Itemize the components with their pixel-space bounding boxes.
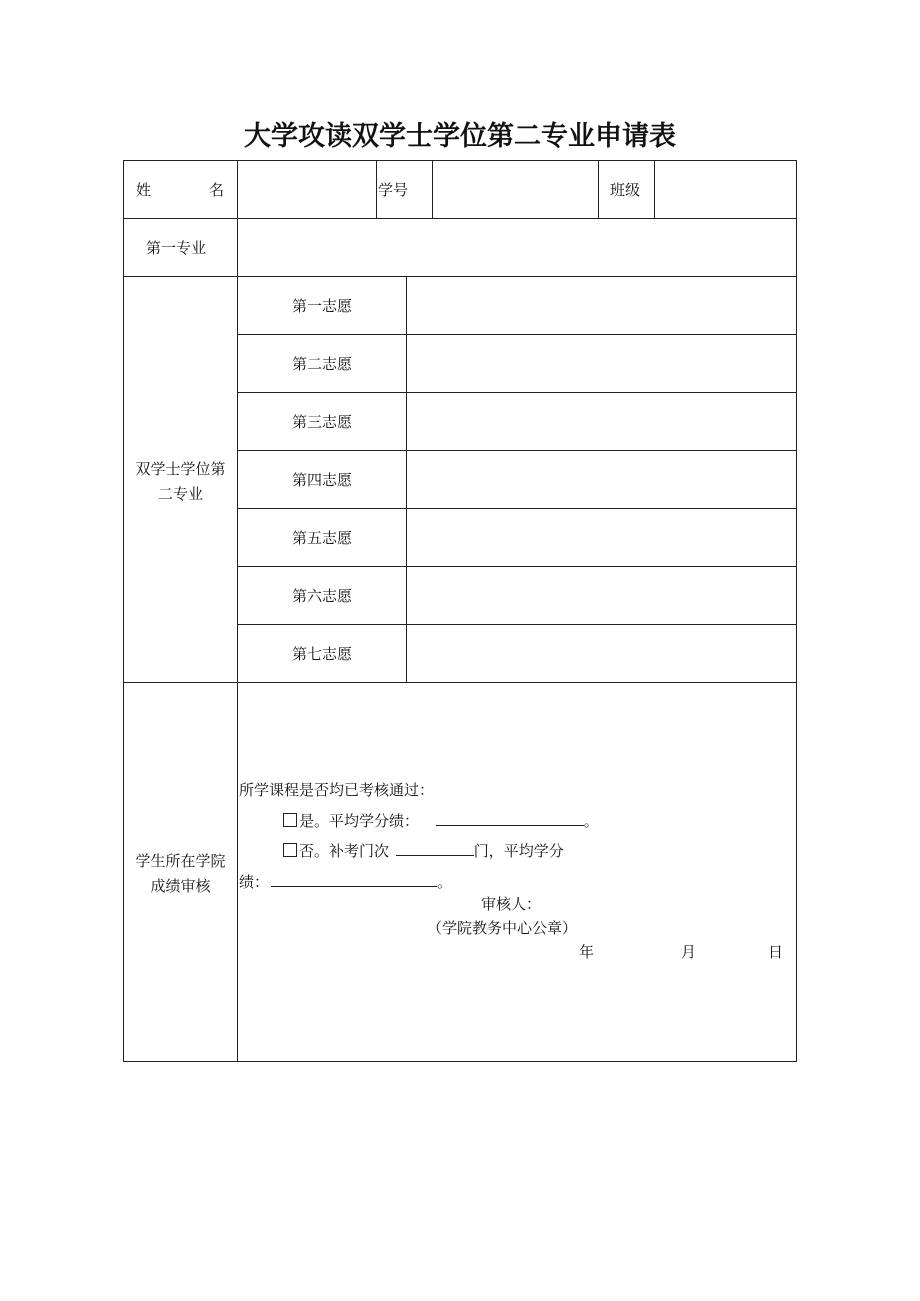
no-cont: 绩： bbox=[239, 873, 270, 891]
choice-label-4: 第四志愿 bbox=[291, 471, 352, 489]
date-month-label: 月 bbox=[681, 943, 697, 961]
choice-label-5: 第五志愿 bbox=[291, 529, 352, 547]
choice-field-3[interactable] bbox=[407, 393, 796, 450]
first-major-label: 第一专业 bbox=[146, 239, 207, 257]
date-day-label: 日 bbox=[768, 943, 784, 961]
column-divider bbox=[598, 161, 599, 218]
no-text: 否。补考门次 bbox=[299, 842, 390, 860]
form-title: 大学攻读双学士学位第二专业申请表 bbox=[244, 121, 676, 152]
review-label bbox=[124, 849, 237, 899]
class-label: 班级 bbox=[610, 181, 641, 199]
first-major-field[interactable] bbox=[238, 219, 796, 276]
option-no-row bbox=[283, 841, 564, 861]
second-major-group-label-line2: 二专业 bbox=[157, 485, 203, 503]
name-label-char2: 名 bbox=[209, 181, 225, 199]
choice-label-6: 第六志愿 bbox=[291, 587, 352, 605]
application-form-table bbox=[123, 160, 797, 1062]
seal-label: （学院教务中心公章） bbox=[427, 919, 578, 937]
yes-end: 。 bbox=[583, 812, 599, 830]
second-major-group-label bbox=[124, 457, 237, 507]
student-id-field[interactable] bbox=[433, 161, 598, 218]
date-year-label: 年 bbox=[579, 943, 595, 961]
choice-field-6[interactable] bbox=[407, 567, 796, 624]
average-gpa-blank[interactable] bbox=[436, 811, 584, 826]
choice-field-7[interactable] bbox=[407, 625, 796, 682]
choice-label-1: 第一志愿 bbox=[291, 297, 352, 315]
name-label-char1: 姓 bbox=[136, 181, 152, 199]
no-end: 。 bbox=[437, 873, 453, 891]
review-label-line1: 学生所在学院 bbox=[135, 852, 226, 870]
no-mid: 门，平均学分 bbox=[473, 842, 564, 860]
yes-text: 是。平均学分绩： bbox=[299, 812, 420, 830]
student-id-label: 学号 bbox=[378, 181, 409, 199]
review-question: 所学课程是否均已考核通过： bbox=[239, 781, 435, 799]
makeup-count-blank[interactable] bbox=[396, 841, 474, 856]
row-divider bbox=[124, 682, 796, 683]
choice-field-1[interactable] bbox=[407, 277, 796, 334]
option-no-cont-row bbox=[239, 872, 452, 892]
second-major-group-label-line1: 双学士学位第 bbox=[135, 460, 226, 478]
makeup-gpa-blank[interactable] bbox=[271, 872, 437, 887]
no-checkbox[interactable] bbox=[283, 843, 297, 857]
choice-field-5[interactable] bbox=[407, 509, 796, 566]
column-divider bbox=[376, 161, 377, 218]
option-yes-row bbox=[283, 811, 599, 831]
choice-label-3: 第三志愿 bbox=[291, 413, 352, 431]
choice-label-2: 第二志愿 bbox=[291, 355, 352, 373]
review-label-line2: 成绩审核 bbox=[150, 877, 211, 895]
class-field[interactable] bbox=[655, 161, 796, 218]
yes-checkbox[interactable] bbox=[283, 813, 297, 827]
name-field[interactable] bbox=[238, 161, 376, 218]
choice-field-4[interactable] bbox=[407, 451, 796, 508]
reviewer-label: 审核人： bbox=[481, 895, 542, 913]
choice-label-7: 第七志愿 bbox=[291, 645, 352, 663]
choice-field-2[interactable] bbox=[407, 335, 796, 392]
